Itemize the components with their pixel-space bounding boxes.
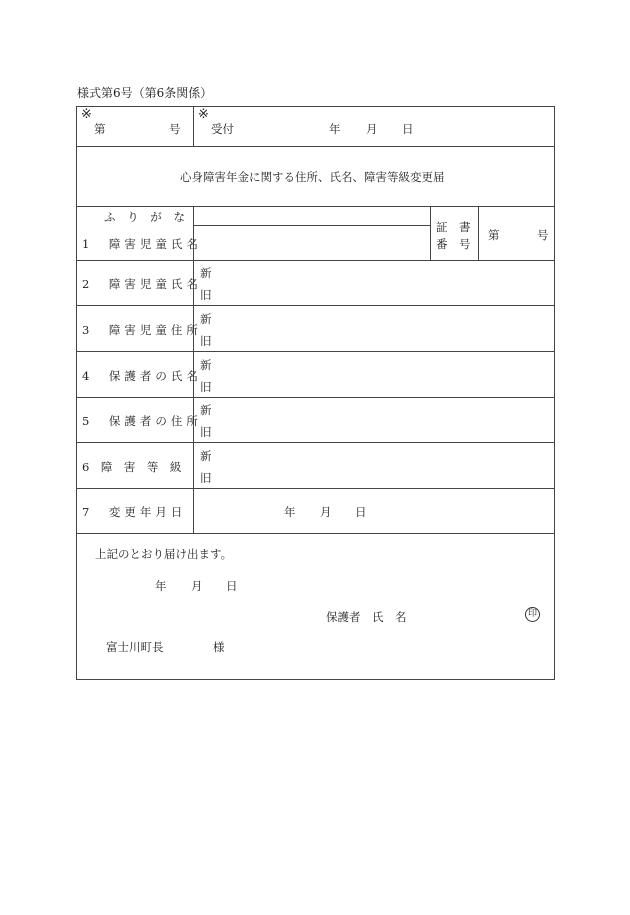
divider-row3	[76, 351, 555, 352]
divider-row4	[76, 397, 555, 398]
serial-dai-label: 第	[94, 122, 106, 136]
change-date-month-label: 月	[320, 505, 332, 519]
note-mark-left: ※	[81, 107, 92, 122]
receipt-day-label: 日	[402, 122, 414, 136]
divider-row5	[76, 442, 555, 443]
divider-row6	[76, 488, 555, 489]
row4-label: 4 保護者の氏名	[82, 369, 202, 383]
divider-certificate-left	[430, 206, 431, 260]
declaration-year-label: 年	[155, 579, 167, 593]
row1-name-field[interactable]	[199, 230, 424, 256]
divider-furigana	[193, 225, 430, 226]
row6-new-label: 新	[200, 449, 212, 463]
certificate-go-label: 号	[537, 228, 549, 242]
certificate-label-line2: 番 号	[436, 237, 471, 251]
row5-label: 5 保護者の住所	[82, 414, 202, 428]
row4-new-label: 新	[200, 358, 212, 372]
change-date-year-label: 年	[284, 505, 296, 519]
declaration-month-label: 月	[191, 579, 203, 593]
change-date-day-label: 日	[355, 505, 367, 519]
row4-old-label: 旧	[200, 380, 212, 394]
addressee: 富士川町長	[106, 640, 164, 654]
serial-go-label: 号	[169, 122, 181, 136]
certificate-dai-label: 第	[488, 228, 500, 242]
guardian-name-label: 保護者 氏 名	[326, 610, 407, 624]
certificate-label-line1: 証 書	[436, 220, 471, 234]
divider-title	[76, 206, 555, 207]
furigana-label: ふ り が な	[104, 210, 189, 224]
row5-new-label: 新	[200, 403, 212, 417]
furigana-field[interactable]	[199, 209, 424, 223]
divider-row1	[76, 260, 555, 261]
row6-old-label: 旧	[200, 471, 212, 485]
divider-row2	[76, 305, 555, 306]
note-mark-right: ※	[198, 107, 209, 122]
divider-certificate-right	[478, 206, 479, 260]
change-date-label: 7 変更年月日	[82, 505, 187, 519]
receipt-year-label: 年	[329, 122, 341, 136]
row3-old-label: 旧	[200, 334, 212, 348]
divider-header-vertical	[193, 106, 194, 146]
declaration-text: 上記のとおり届け出ます。	[95, 547, 233, 561]
row3-label: 3 障害児童住所	[82, 323, 202, 337]
seal-mark: 印	[525, 607, 540, 622]
declaration-day-label: 日	[226, 579, 238, 593]
row1-label: 1 障害児童氏名	[82, 237, 202, 251]
row3-new-label: 新	[200, 312, 212, 326]
receipt-label: 受付	[211, 122, 234, 136]
form-title: 心身障害年金に関する住所、氏名、障害等級変更届	[180, 170, 445, 184]
row2-label: 2 障害児童氏名	[82, 277, 202, 291]
addressee-honorific: 様	[213, 640, 225, 654]
form-number: 様式第6号（第6条関係）	[77, 86, 213, 100]
row6-label: 6 障 害 等 級	[82, 460, 182, 474]
row2-old-label: 旧	[200, 288, 212, 302]
row2-new-label: 新	[200, 266, 212, 280]
divider-row7	[76, 533, 555, 534]
row5-old-label: 旧	[200, 425, 212, 439]
form-table	[76, 106, 555, 680]
divider-header	[76, 146, 555, 147]
receipt-month-label: 月	[366, 122, 378, 136]
